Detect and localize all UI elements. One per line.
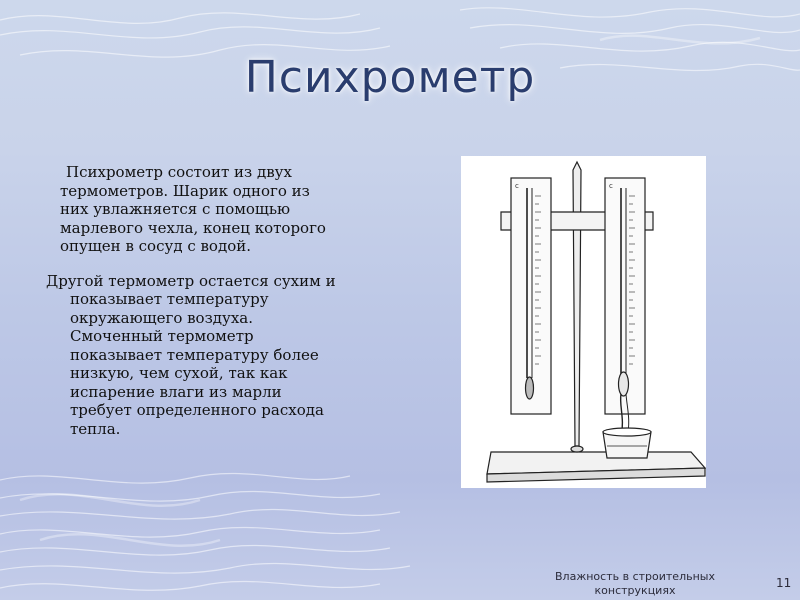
slide-page-number: 11 bbox=[776, 576, 792, 590]
paragraph1-line: Психрометр состоит из двух bbox=[66, 163, 292, 181]
paragraph2-line: показывает температуру bbox=[70, 290, 269, 308]
slide-footer bbox=[540, 570, 730, 598]
psychrometer-drawing bbox=[461, 156, 706, 488]
paragraph2-line: Смоченный термометр bbox=[70, 327, 254, 345]
wet-thermometer-unit-label: c bbox=[609, 182, 613, 190]
paragraph2-line: требует определенного расхода bbox=[70, 401, 324, 419]
paragraph1-line: них увлажняется с помощью bbox=[60, 200, 291, 218]
wet-thermometer-bulb bbox=[619, 372, 629, 396]
slide-body-text bbox=[40, 163, 400, 438]
paragraph2-line: окружающего воздуха. bbox=[70, 308, 254, 327]
stand-rod bbox=[573, 162, 581, 446]
paragraph1-line: термометров. Шарик одного из bbox=[60, 181, 310, 200]
paragraph1-line: марлевого чехла, конец которого bbox=[60, 218, 326, 237]
paragraph-dry-thermometer-description bbox=[40, 272, 400, 439]
paragraph2-line: испарение влаги из марли bbox=[70, 382, 282, 401]
paragraph1-line: опущен в сосуд с водой. bbox=[60, 237, 251, 255]
dry-thermometer-unit-label: c bbox=[515, 182, 519, 190]
paragraph-psychrometer-description bbox=[40, 163, 400, 256]
footer-line: Влажность в строительных bbox=[555, 570, 715, 583]
paragraph2-line: показывает температуру более bbox=[70, 345, 319, 364]
footer-line: конструкциях bbox=[594, 584, 676, 597]
paragraph2-line: Другой термометр остается сухим и bbox=[46, 271, 336, 290]
psychrometer-illustration bbox=[461, 156, 706, 488]
dry-thermometer-bulb bbox=[526, 377, 534, 399]
paragraph2-line: низкую, чем сухой, так как bbox=[70, 364, 288, 382]
slide-title: Психрометр bbox=[244, 52, 536, 103]
paragraph2-line: тепла. bbox=[70, 419, 121, 438]
